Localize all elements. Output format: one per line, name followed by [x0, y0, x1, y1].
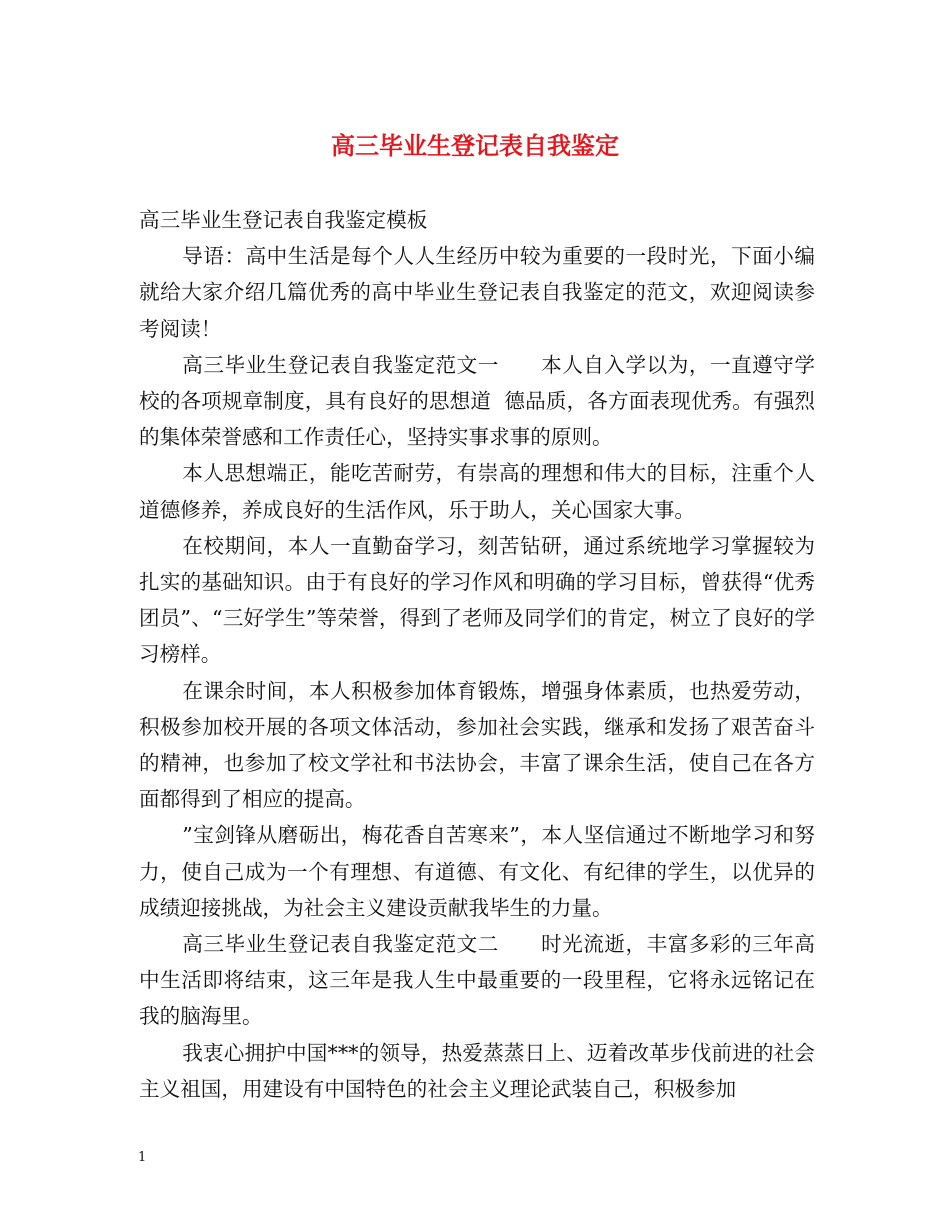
- body-paragraph: 我衷心拥护中国***的领导，热爱蒸蒸日上、迈着改革步伐前进的社会主义祖国，用建设有中国特色的社会主义理论武装自己，积极参加: [139, 1040, 815, 1101]
- page-number: 1: [138, 1150, 147, 1165]
- body-paragraph: 在校期间，本人一直勤奋学习，刻苦钻研，通过系统地学习掌握较为扎实的基础知识。由于有良好的学习作风和明确的学习目标，曾获得“优秀团员”、“三好学生”等荣誉，得到了老师及同学们的肯定，树立了良好的学习榜样。: [139, 533, 815, 667]
- body-paragraph: 高三毕业生登记表自我鉴定范文二 时光流逝，丰富多彩的三年高中生活即将结束，这三年是我人生中最重要的一段里程，它将永远铭记在我的脑海里。: [139, 932, 815, 1029]
- document-body: [139, 202, 815, 1107]
- document-title: 高三毕业生登记表自我鉴定: [331, 131, 619, 160]
- subtitle-paragraph: 高三毕业生登记表自我鉴定模板: [139, 208, 428, 232]
- body-paragraph: ”宝剑锋从磨砺出，梅花香自苦寒来”，本人坚信通过不断地学习和努力，使自己成为一个有理想、有道德、有文化、有纪律的学生，以优异的成绩迎接挑战，为社会主义建设贡献我毕生的力量。: [139, 823, 815, 920]
- body-paragraph: 在课余时间，本人积极参加体育锻炼，增强身体素质，也热爱劳动，积极参加校开展的各项文体活动，参加社会实践，继承和发扬了艰苦奋斗的精神，也参加了校文学社和书法协会，丰富了课余生活，使自己在各方面都得到了相应的提高。: [139, 678, 815, 812]
- body-paragraph: 本人思想端正，能吃苦耐劳，有崇高的理想和伟大的目标，注重个人道德修养，养成良好的生活作风，乐于助人，关心国家大事。: [139, 461, 815, 522]
- body-paragraph: 高三毕业生登记表自我鉴定范文一 本人自入学以为，一直遵守学校的各项规章制度，具有良好的思想道 德品质，各方面表现优秀。有强烈的集体荣誉感和工作责任心，坚持实事求事的原则。: [139, 352, 815, 450]
- intro-paragraph: 导语：高中生活是每个人人生经历中较为重要的一段时光，下面小编就给大家介绍几篇优秀的高中毕业生登记表自我鉴定的范文，欢迎阅读参考阅读！: [139, 244, 815, 341]
